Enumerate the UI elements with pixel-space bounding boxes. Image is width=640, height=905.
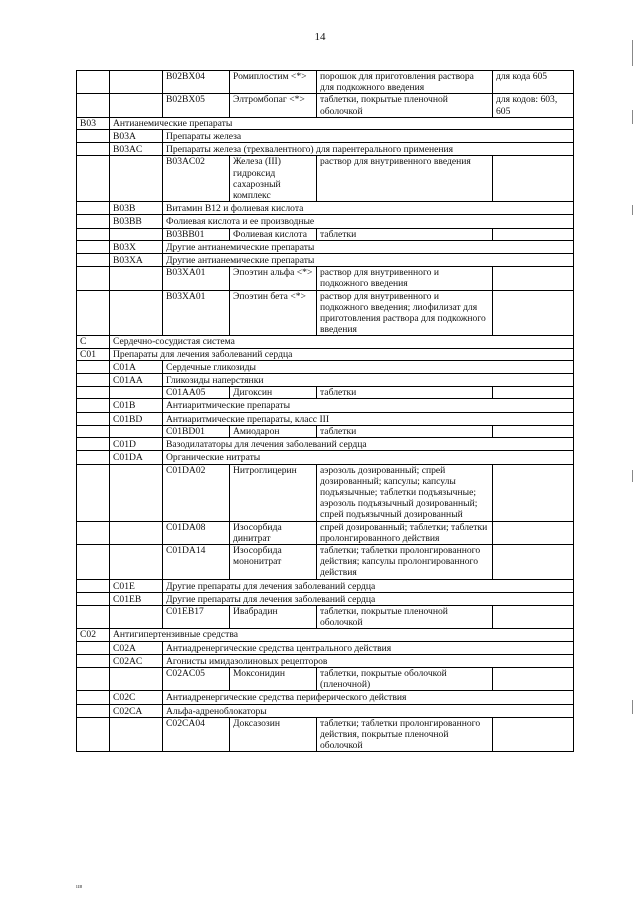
drug-name: Ромиплостим <*> xyxy=(230,71,317,94)
atc-group-name: Антианемические препараты xyxy=(110,117,574,129)
empty-cell xyxy=(77,290,110,336)
dosage-form: таблетки, покрытые оболочкой (пленочной) xyxy=(317,667,493,690)
subgroup-row xyxy=(77,130,574,143)
empty-cell xyxy=(77,387,110,399)
empty-cell xyxy=(77,71,110,94)
atc-subgroup-name: Агонисты имидазолиновых рецепторов xyxy=(163,654,574,667)
atc-group-name: Сердечно-сосудистая система xyxy=(110,336,574,348)
empty-cell xyxy=(77,544,110,579)
atc-subgroup-name: Витамин B12 и фолиевая кислота xyxy=(163,202,574,215)
empty-cell xyxy=(77,267,110,290)
drug-name: Изосорбида динитрат xyxy=(230,521,317,544)
empty-cell xyxy=(77,654,110,667)
atc-subgroup-code: C01DA xyxy=(110,451,163,464)
atc-subgroup-code: C02CA xyxy=(110,704,163,717)
atc-group-name: Антигипертензивные средства xyxy=(110,629,574,641)
dosage-form: раствор для внутривенного и подкожного введения; лиофилизат для приготовления раствора для подкожного введения xyxy=(317,290,493,336)
drug-row xyxy=(77,228,574,240)
atc-code: B03XA01 xyxy=(163,267,230,290)
drug-name: Железа (III) гидроксид сахарозный комплекс xyxy=(230,156,317,202)
empty-cell xyxy=(77,521,110,544)
atc-subgroup-code: B03BB xyxy=(110,215,163,228)
atc-subgroup-name: Фолиевая кислота и ее производные xyxy=(163,215,574,228)
drug-name: Нитроглицерин xyxy=(230,464,317,521)
code-note xyxy=(493,544,574,579)
subgroup-row xyxy=(77,641,574,654)
group-row xyxy=(77,117,574,129)
dosage-form: таблетки; таблетки пролонгированного действия, покрытые пленочной оболочкой xyxy=(317,717,493,752)
empty-cell xyxy=(110,156,163,202)
empty-cell xyxy=(77,425,110,437)
empty-cell xyxy=(110,290,163,336)
footer-mark: ııв xyxy=(76,884,83,890)
dosage-form: таблетки, покрытые пленочной оболочкой xyxy=(317,94,493,117)
drug-name: Элтромбопаг <*> xyxy=(230,94,317,117)
subgroup-row xyxy=(77,399,574,412)
atc-subgroup-name: Антиаритмические препараты xyxy=(163,399,574,412)
atc-subgroup-code: C01A xyxy=(110,360,163,373)
code-note xyxy=(493,425,574,437)
atc-group-code: C01 xyxy=(77,348,110,360)
empty-cell xyxy=(77,360,110,373)
subgroup-row xyxy=(77,143,574,156)
atc-subgroup-code: C01D xyxy=(110,438,163,451)
drug-row xyxy=(77,521,574,544)
empty-cell xyxy=(77,605,110,628)
empty-cell xyxy=(77,94,110,117)
code-note xyxy=(493,717,574,752)
subgroup-row xyxy=(77,215,574,228)
atc-code: B02BX05 xyxy=(163,94,230,117)
atc-code: C01BD01 xyxy=(163,425,230,437)
empty-cell xyxy=(77,202,110,215)
empty-cell xyxy=(110,464,163,521)
drug-name: Амиодарон xyxy=(230,425,317,437)
atc-code: B03AC02 xyxy=(163,156,230,202)
atc-code: B03XA01 xyxy=(163,290,230,336)
atc-subgroup-name: Другие препараты для лечения заболеваний сердца xyxy=(163,592,574,605)
empty-cell xyxy=(77,579,110,592)
empty-cell xyxy=(77,240,110,253)
atc-subgroup-code: C01AA xyxy=(110,374,163,387)
atc-code: C02AC05 xyxy=(163,667,230,690)
dosage-form: таблетки xyxy=(317,425,493,437)
dosage-form: таблетки, покрытые пленочной оболочкой xyxy=(317,605,493,628)
empty-cell xyxy=(77,704,110,717)
code-note xyxy=(493,267,574,290)
drug-row xyxy=(77,425,574,437)
atc-subgroup-code: C01BD xyxy=(110,412,163,425)
atc-subgroup-name: Антиаритмические препараты, класс III xyxy=(163,412,574,425)
drug-table xyxy=(76,70,574,752)
atc-code: B02BX04 xyxy=(163,71,230,94)
atc-code: C01AA05 xyxy=(163,387,230,399)
atc-code: C01DA14 xyxy=(163,544,230,579)
subgroup-row xyxy=(77,240,574,253)
atc-group-name: Препараты для лечения заболеваний сердца xyxy=(110,348,574,360)
atc-subgroup-code: B03AC xyxy=(110,143,163,156)
atc-subgroup-code: B03XA xyxy=(110,254,163,267)
drug-name: Фолиевая кислота xyxy=(230,228,317,240)
drug-row xyxy=(77,717,574,752)
atc-subgroup-name: Другие антианемические препараты xyxy=(163,240,574,253)
empty-cell xyxy=(77,641,110,654)
atc-subgroup-code: C01EB xyxy=(110,592,163,605)
subgroup-row xyxy=(77,654,574,667)
empty-cell xyxy=(77,412,110,425)
dosage-form: таблетки xyxy=(317,387,493,399)
code-note: для кодов: 603, 605 xyxy=(493,94,574,117)
empty-cell xyxy=(77,451,110,464)
atc-subgroup-name: Органические нитраты xyxy=(163,451,574,464)
empty-cell xyxy=(77,130,110,143)
empty-cell xyxy=(77,228,110,240)
page-number: 14 xyxy=(314,31,326,43)
atc-subgroup-code: C01B xyxy=(110,399,163,412)
atc-subgroup-code: B03X xyxy=(110,240,163,253)
atc-code: C01EB17 xyxy=(163,605,230,628)
subgroup-row xyxy=(77,360,574,373)
empty-cell xyxy=(77,143,110,156)
dosage-form: раствор для внутривенного введения xyxy=(317,156,493,202)
subgroup-row xyxy=(77,704,574,717)
empty-cell xyxy=(77,156,110,202)
dosage-form: порошок для приготовления раствора для подкожного введения xyxy=(317,71,493,94)
drug-name: Эпоэтин альфа <*> xyxy=(230,267,317,290)
drug-row xyxy=(77,387,574,399)
empty-cell xyxy=(110,544,163,579)
drug-row xyxy=(77,267,574,290)
atc-subgroup-code: B03B xyxy=(110,202,163,215)
subgroup-row xyxy=(77,202,574,215)
drug-row xyxy=(77,667,574,690)
subgroup-row xyxy=(77,374,574,387)
empty-cell xyxy=(77,438,110,451)
empty-cell xyxy=(110,605,163,628)
atc-group-code: C xyxy=(77,336,110,348)
subgroup-row xyxy=(77,451,574,464)
drug-row xyxy=(77,290,574,336)
scan-edge-marks xyxy=(626,0,640,905)
dosage-form: спрей дозированный; таблетки; таблетки пролонгированного действия xyxy=(317,521,493,544)
group-row xyxy=(77,629,574,641)
drug-name: Эпоэтин бета <*> xyxy=(230,290,317,336)
code-note xyxy=(493,605,574,628)
code-note xyxy=(493,228,574,240)
group-row xyxy=(77,336,574,348)
drug-row xyxy=(77,605,574,628)
drug-name: Ивабрадин xyxy=(230,605,317,628)
dosage-form: раствор для внутривенного и подкожного введения xyxy=(317,267,493,290)
drug-name: Дигоксин xyxy=(230,387,317,399)
code-note xyxy=(493,290,574,336)
atc-code: B03BB01 xyxy=(163,228,230,240)
empty-cell xyxy=(110,667,163,690)
atc-code: C01DA08 xyxy=(163,521,230,544)
code-note xyxy=(493,156,574,202)
atc-subgroup-name: Сердечные гликозиды xyxy=(163,360,574,373)
drug-name: Изосорбида мононитрат xyxy=(230,544,317,579)
atc-group-code: C02 xyxy=(77,629,110,641)
atc-subgroup-name: Антиадренергические средства центрального действия xyxy=(163,641,574,654)
drug-row xyxy=(77,94,574,117)
atc-subgroup-code: C02A xyxy=(110,641,163,654)
table-body xyxy=(77,71,574,752)
empty-cell xyxy=(77,691,110,704)
subgroup-row xyxy=(77,579,574,592)
empty-cell xyxy=(77,667,110,690)
empty-cell xyxy=(110,94,163,117)
atc-code: C01DA02 xyxy=(163,464,230,521)
atc-subgroup-name: Препараты железа xyxy=(163,130,574,143)
dosage-form: аэрозоль дозированный; спрей дозированный; капсулы; капсулы подъязычные; таблетки подъязычные; аэрозоль подъязычный дозированный; спрей подъязычный дозированный xyxy=(317,464,493,521)
dosage-form: таблетки; таблетки пролонгированного действия; капсулы пролонгированного действия xyxy=(317,544,493,579)
drug-name: Доксазозин xyxy=(230,717,317,752)
atc-subgroup-name: Препараты железа (трехвалентного) для парентерального применения xyxy=(163,143,574,156)
empty-cell xyxy=(77,717,110,752)
dosage-form: таблетки xyxy=(317,228,493,240)
subgroup-row xyxy=(77,592,574,605)
empty-cell xyxy=(77,374,110,387)
subgroup-row xyxy=(77,438,574,451)
atc-subgroup-name: Альфа-адреноблокаторы xyxy=(163,704,574,717)
empty-cell xyxy=(77,464,110,521)
subgroup-row xyxy=(77,691,574,704)
atc-subgroup-name: Вазодилататоры для лечения заболеваний сердца xyxy=(163,438,574,451)
code-note: для кода 605 xyxy=(493,71,574,94)
atc-group-code: B03 xyxy=(77,117,110,129)
atc-subgroup-name: Антиадренергические средства периферического действия xyxy=(163,691,574,704)
code-note xyxy=(493,521,574,544)
drug-row xyxy=(77,156,574,202)
atc-subgroup-code: C01E xyxy=(110,579,163,592)
code-note xyxy=(493,464,574,521)
empty-cell xyxy=(110,425,163,437)
empty-cell xyxy=(77,254,110,267)
atc-subgroup-name: Другие препараты для лечения заболеваний сердца xyxy=(163,579,574,592)
atc-code: C02CA04 xyxy=(163,717,230,752)
empty-cell xyxy=(77,215,110,228)
atc-subgroup-name: Гликозиды наперстянки xyxy=(163,374,574,387)
empty-cell xyxy=(110,717,163,752)
empty-cell xyxy=(77,592,110,605)
empty-cell xyxy=(110,228,163,240)
code-note xyxy=(493,667,574,690)
drug-row xyxy=(77,71,574,94)
drug-row xyxy=(77,464,574,521)
drug-name: Моксонидин xyxy=(230,667,317,690)
group-row xyxy=(77,348,574,360)
empty-cell xyxy=(110,521,163,544)
subgroup-row xyxy=(77,254,574,267)
atc-subgroup-name: Другие антианемические препараты xyxy=(163,254,574,267)
empty-cell xyxy=(77,399,110,412)
atc-subgroup-code: B03A xyxy=(110,130,163,143)
code-note xyxy=(493,387,574,399)
empty-cell xyxy=(110,71,163,94)
empty-cell xyxy=(110,267,163,290)
atc-subgroup-code: C02C xyxy=(110,691,163,704)
drug-row xyxy=(77,544,574,579)
subgroup-row xyxy=(77,412,574,425)
atc-subgroup-code: C02AC xyxy=(110,654,163,667)
empty-cell xyxy=(110,387,163,399)
